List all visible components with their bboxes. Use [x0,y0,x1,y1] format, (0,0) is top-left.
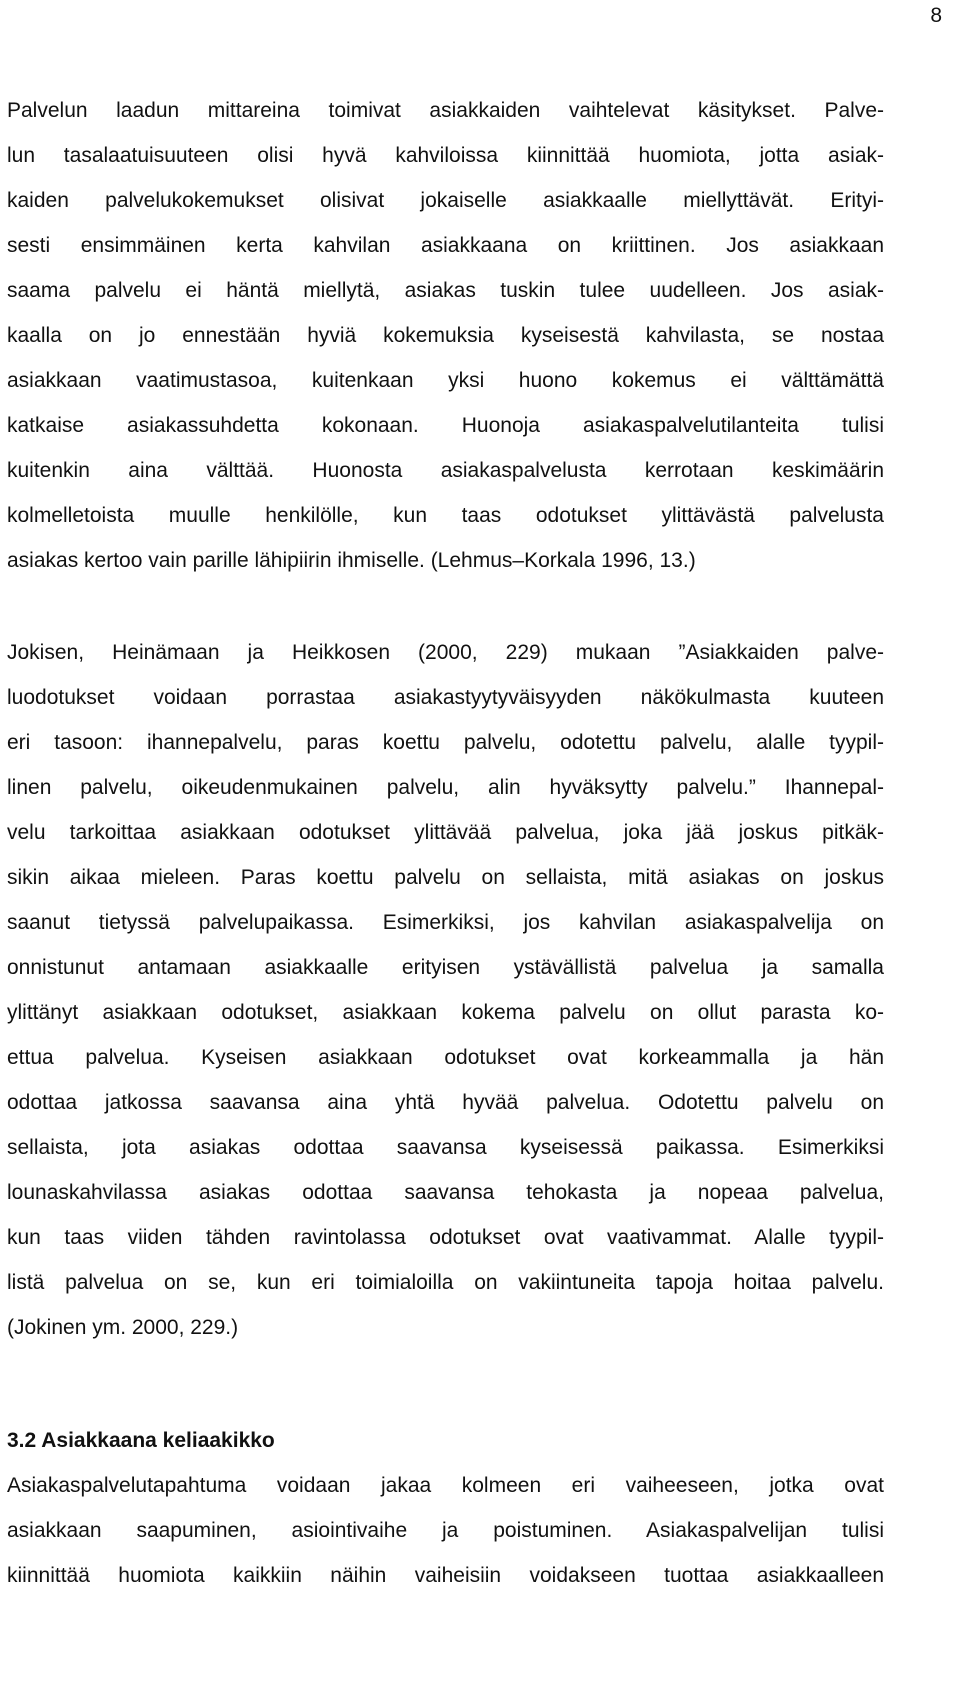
section-heading: 3.2 Asiakkaana keliaakikko [7,1429,275,1452]
text-line: Palvelun laadun mittareina toimivat asiakkaiden vaihtelevat käsitykset. Palve- [7,99,884,122]
text-line: asiakkaan vaatimustasoa, kuitenkaan yksi huono kokemus ei välttämättä [7,369,884,392]
text-line: kaiden palvelukokemukset olisivat jokaiselle asiakkaalle miellyttävät. Erityi- [7,189,884,212]
text-line: sesti ensimmäinen kerta kahvilan asiakkaana on kriittinen. Jos asiakkaan [7,234,884,257]
text-line: ettua palvelua. Kyseisen asiakkaan odotukset ovat korkeammalla ja hän [7,1046,884,1069]
page-number: 8 [930,4,942,27]
text-line: sellaista, jota asiakas odottaa saavansa kyseisessä paikassa. Esimerkiksi [7,1136,884,1159]
text-line: listä palvelua on se, kun eri toimialoilla on vakiintuneita tapoja hoitaa palvelu. [7,1271,884,1294]
text-line: onnistunut antamaan asiakkaalle erityisen ystävällistä palvelua ja samalla [7,956,884,979]
text-line: odottaa jatkossa saavansa aina yhtä hyvää palvelua. Odotettu palvelu on [7,1091,884,1114]
text-line: saanut tietyssä palvelupaikassa. Esimerkiksi, jos kahvilan asiakaspalvelija on [7,911,884,934]
text-line: eri tasoon: ihannepalvelu, paras koettu palvelu, odotettu palvelu, alalle tyypil- [7,731,884,754]
text-line: kun taas viiden tähden ravintolassa odotukset ovat vaativammat. Alalle tyypil- [7,1226,884,1249]
text-line: lun tasalaatuisuuteen olisi hyvä kahviloissa kiinnittää huomiota, jotta asiak- [7,144,884,167]
text-line: lounaskahvilassa asiakas odottaa saavansa tehokasta ja nopeaa palvelua, [7,1181,884,1204]
text-line: ylittänyt asiakkaan odotukset, asiakkaan kokema palvelu on ollut parasta ko- [7,1001,884,1024]
text-line: sikin aikaa mieleen. Paras koettu palvelu on sellaista, mitä asiakas on joskus [7,866,884,889]
text-line: kaalla on jo ennestään hyviä kokemuksia kyseisestä kahvilasta, se nostaa [7,324,884,347]
text-line: asiakas kertoo vain parille lähipiirin ihmiselle. (Lehmus–Korkala 1996, 13.) [7,549,696,572]
text-line: Asiakaspalvelutapahtuma voidaan jakaa kolmeen eri vaiheeseen, jotka ovat [7,1474,884,1497]
text-line: katkaise asiakassuhdetta kokonaan. Huonoja asiakaspalvelutilanteita tulisi [7,414,884,437]
paragraph-service-expectations [7,630,884,1350]
text-line: kiinnittää huomiota kaikkiin näihin vaiheisiin voidakseen tuottaa asiakkaalleen [7,1564,884,1587]
paragraph-spacer [7,583,884,630]
text-line: saama palvelu ei häntä miellytä, asiakas tuskin tulee uudelleen. Jos asiak- [7,279,884,302]
page-body [7,88,884,1598]
text-line: Jokisen, Heinämaan ja Heikkosen (2000, 229) mukaan ”Asiakkaiden palve- [7,641,884,664]
paragraph-service-quality [7,88,884,583]
text-line: (Jokinen ym. 2000, 229.) [7,1316,239,1339]
text-line: velu tarkoittaa asiakkaan odotukset ylittävää palvelua, joka jää joskus pitkäk- [7,821,884,844]
text-line: linen palvelu, oikeudenmukainen palvelu, alin hyväksytty palvelu.” Ihannepal- [7,776,884,799]
text-line: kolmelletoista muulle henkilölle, kun taas odotukset ylittävästä palvelusta [7,504,884,527]
text-line: kuitenkin aina välttää. Huonosta asiakaspalvelusta kerrotaan keskimäärin [7,459,884,482]
text-line: luodotukset voidaan porrastaa asiakastyytyväisyyden näkökulmasta kuuteen [7,686,884,709]
paragraph-customer-service-phases [7,1463,884,1598]
text-line: asiakkaan saapuminen, asiointivaihe ja poistuminen. Asiakaspalvelijan tulisi [7,1519,884,1542]
section-spacer [7,1350,884,1418]
